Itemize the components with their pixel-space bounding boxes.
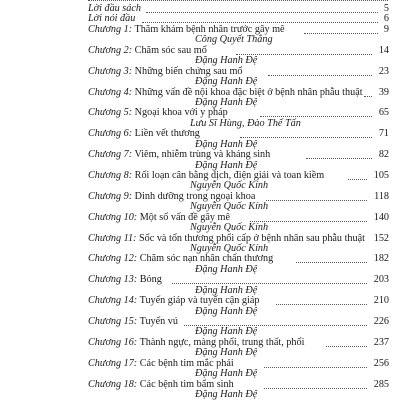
- toc-entry: [0, 274, 400, 285]
- toc-entry: [0, 358, 400, 369]
- toc-entry-page: 210: [373, 295, 389, 307]
- toc-entry: [0, 45, 400, 56]
- toc-entry: [0, 24, 400, 35]
- toc-entry: [0, 13, 400, 24]
- toc-entry-author: Đặng Hanh Đệ: [195, 326, 258, 338]
- toc-entry-chapter: Chương 15:: [88, 316, 138, 327]
- toc-entry-title: Bỏng: [139, 274, 162, 286]
- toc-entry: [0, 170, 400, 181]
- toc-entry: [0, 128, 400, 139]
- toc-entry-author: Công Quyết Thắng: [195, 34, 273, 46]
- toc-entry: [0, 191, 400, 202]
- toc-entry-chapter: Chương 14:: [88, 295, 138, 307]
- toc-entry-author: Nguyễn Quốc Kính: [190, 222, 269, 234]
- toc-entry-title: Viêm, nhiễm trùng và kháng sinh: [134, 149, 271, 161]
- toc-entry-title: Tuyến giáp và tuyến cận giáp: [139, 295, 260, 307]
- toc-entry-chapter: Chương 2:: [88, 44, 133, 56]
- toc-entry-title: Sốc và tổn thương phổi cấp ở bệnh nhân sau phẫu thuật: [139, 232, 365, 244]
- toc-entry-title: Rối loạn cân bằng dịch, điện giải và toan kiềm: [134, 169, 325, 181]
- toc-entry: [0, 87, 400, 98]
- toc-entry-chapter: Chương 17:: [88, 357, 138, 369]
- toc-entry-author: Đặng Hanh Đệ: [195, 389, 258, 400]
- toc-entry-chapter: Chương 3:: [88, 65, 133, 77]
- toc-entry-chapter: Chương 9:: [88, 190, 133, 202]
- toc-entry-title: Các bệnh tim mắc phải: [139, 357, 234, 369]
- toc-entry: [0, 149, 400, 160]
- toc-entry-chapter: Chương 13:: [88, 274, 138, 286]
- toc-entry-page: 82: [378, 149, 389, 161]
- toc-entry: [0, 66, 400, 77]
- toc-entry: [0, 3, 400, 14]
- toc-entry-author: Đặng Hanh Đệ: [195, 368, 258, 380]
- toc-entry-author: Đặng Hanh Đệ: [195, 305, 258, 317]
- toc-entry-page: 65: [378, 107, 389, 119]
- toc-entry-chapter: Chương 6:: [88, 128, 133, 140]
- toc-entry-page: 203: [373, 274, 389, 286]
- toc-entry-title: Thành ngực, màng phổi, trung thất, phổi: [139, 336, 305, 348]
- toc-entry-page: 9: [383, 23, 389, 35]
- toc-entry-title: Chăm sóc nạn nhân chấn thương: [139, 253, 274, 265]
- toc-entry-chapter: Chương 11:: [88, 232, 137, 244]
- toc-entry-page: 23: [378, 65, 389, 77]
- toc-entry-page: 152: [373, 232, 389, 244]
- toc-entry-page: 6: [383, 13, 389, 25]
- toc-entry-chapter: Chương 12:: [88, 253, 138, 265]
- toc-entry: [0, 295, 400, 306]
- toc-entry-title: Lời đầu sách: [88, 3, 141, 14]
- toc-entry-page: 140: [373, 211, 389, 223]
- toc-entry-author: Nguyễn Quốc Kính: [190, 201, 269, 213]
- toc-entry-author: Đặng Hanh Đệ: [195, 76, 258, 87]
- toc-entry-chapter: Chương 4:: [88, 86, 133, 98]
- toc-entry-chapter: Chương 5:: [88, 107, 133, 119]
- toc-entry-chapter: Chương 8:: [88, 169, 133, 181]
- toc-entry-title: Những vấn đề nội khoa đặc biệt ở bệnh nhân phẫu thuật: [134, 86, 363, 98]
- toc-entry-title: Chăm sóc sau mổ: [134, 44, 207, 56]
- toc-entry-chapter: Chương 1:: [88, 23, 133, 35]
- toc-entry-chapter: Chương 18:: [88, 378, 138, 390]
- toc-entry-title: Ngoại khoa với y pháp: [134, 107, 228, 119]
- toc-entry-author: Đặng Hanh Đệ: [195, 138, 258, 150]
- toc-entry-title: Liền vết thương: [134, 128, 200, 140]
- toc-entry-title: Tuyến vú: [139, 316, 178, 327]
- toc-entry-page: 118: [374, 190, 389, 202]
- toc-entry: [0, 316, 400, 327]
- toc-entry: [0, 107, 400, 118]
- toc-entry-page: 237: [373, 336, 389, 348]
- toc-entry-author: Đặng Hanh Đệ: [195, 284, 258, 296]
- toc-entry: [0, 253, 400, 264]
- toc-entry-title: Những biến chứng sau mổ: [134, 65, 243, 77]
- toc-entry-title: Thăm khám bệnh nhân trước gây mê: [134, 23, 285, 35]
- toc-entry-title: Các bệnh tim bẩm sinh: [139, 378, 234, 390]
- toc-entry-page: 5: [383, 3, 389, 14]
- toc-entry-page: 256: [373, 357, 389, 369]
- toc-entry-author: Đặng Hanh Đệ: [195, 263, 258, 275]
- toc-entry: [0, 233, 400, 244]
- toc-entry-author: Nguyễn Quốc Kính: [190, 180, 269, 192]
- toc-entry: [0, 337, 400, 348]
- toc-entry-chapter: Chương 16:: [88, 336, 138, 348]
- toc-entry-author: Đặng Hanh Đệ: [195, 159, 258, 171]
- toc-entry-page: 71: [378, 128, 389, 140]
- toc-entry-author: Đặng Hanh Đệ: [195, 55, 258, 67]
- toc-entry-chapter: Chương 7:: [88, 149, 133, 161]
- toc-entry: [0, 212, 400, 223]
- toc-entry-page: 182: [373, 253, 389, 265]
- toc-entry: [0, 379, 400, 390]
- toc-entry-page: 226: [373, 316, 389, 327]
- toc-entry-author: Đặng Hanh Đệ: [195, 347, 258, 359]
- toc-entry-page: 39: [378, 86, 389, 98]
- toc-entry-title: Một số vấn đề gây mê: [139, 211, 231, 223]
- toc-entry-page: 105: [373, 169, 389, 181]
- toc-entry-author: Đặng Hanh Đệ: [195, 96, 258, 108]
- toc-entry-author: Lưu Sĩ Hùng, Đào Thế Tấn: [190, 117, 301, 129]
- toc-entry-page: 14: [378, 44, 389, 56]
- toc-entry-title: Lời nói đầu: [88, 13, 136, 25]
- toc-entry-page: 285: [373, 378, 389, 390]
- toc-entry-author: Nguyễn Quốc Kính: [190, 242, 269, 254]
- toc-entry-chapter: Chương 10:: [88, 211, 138, 223]
- toc-entry-title: Dinh dưỡng trong ngoại khoa: [134, 190, 256, 202]
- top-leader: [88, 0, 388, 2]
